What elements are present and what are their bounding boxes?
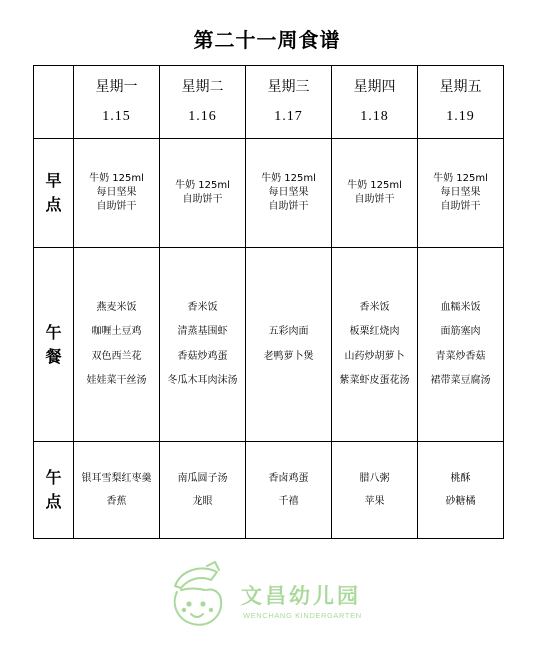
menu-item: 苹果 (364, 496, 385, 507)
menu-item: 山药炒胡萝卜 (344, 350, 405, 362)
menu-item: 面筋塞肉 (440, 326, 481, 337)
day-name: 星期四 (353, 79, 396, 95)
menu-item: 香米饭 (187, 301, 218, 313)
menu-item: 板栗红烧肉 (349, 326, 400, 337)
day-name: 星期二 (181, 79, 224, 95)
meal-label-char: 点 (45, 195, 62, 214)
breakfast-cell (332, 139, 418, 248)
menu-item: 五彩肉面 (268, 326, 309, 337)
menu-item: 老鸭萝卜煲 (263, 350, 314, 362)
menu-item: 桃酥 (450, 473, 471, 484)
day-date: 1.17 (274, 109, 303, 124)
menu-item: 龙眼 (192, 496, 213, 507)
lunch-label (34, 248, 74, 442)
lunch-cell (332, 248, 418, 442)
day-date: 1.18 (360, 109, 389, 124)
menu-item: 自助饼干 (440, 201, 481, 212)
menu-item: 香米饭 (359, 301, 390, 313)
meal-label-char: 午 (45, 468, 62, 487)
menu-item: 青菜炒香菇 (435, 350, 486, 362)
menu-item: 千禧 (278, 496, 299, 507)
breakfast-cell (246, 139, 332, 248)
menu-item: 冬瓜木耳肉沫汤 (167, 375, 238, 386)
snack-cell (74, 442, 160, 539)
menu-item: 牛奶 125ml (89, 173, 144, 184)
snack-cell (332, 442, 418, 539)
corner-cell (34, 66, 74, 139)
breakfast-cell (160, 139, 246, 248)
snack-cell (246, 442, 332, 539)
menu-item: 牛奶 125ml (347, 180, 402, 191)
menu-item: 香蕉 (106, 496, 127, 507)
meal-label-char: 早 (45, 171, 62, 190)
logo-name: 文昌幼儿园 (241, 584, 361, 608)
day-date: 1.19 (446, 109, 475, 124)
meal-label-char: 点 (45, 492, 62, 511)
menu-item: 南瓜圆子汤 (177, 473, 228, 484)
day-header-cell (74, 66, 160, 139)
child-mascot-icon (167, 560, 229, 630)
menu-item: 娃娃菜干丝汤 (86, 375, 147, 386)
lunch-cell (160, 248, 246, 442)
lunch-cell (74, 248, 160, 442)
menu-item: 自助饼干 (268, 201, 309, 212)
menu-item: 牛奶 125ml (175, 180, 230, 191)
lunch-cell (418, 248, 504, 442)
snack-row (34, 442, 504, 539)
day-header-cell (160, 66, 246, 139)
menu-item: 每日坚果 (268, 187, 309, 198)
day-name: 星期五 (439, 79, 482, 95)
menu-item: 每日坚果 (96, 187, 137, 198)
menu-item: 清蒸基围虾 (177, 326, 228, 337)
menu-item: 牛奶 125ml (261, 173, 316, 184)
day-date: 1.15 (102, 109, 131, 124)
menu-item: 砂糖橘 (445, 496, 476, 507)
day-name: 星期三 (267, 79, 310, 95)
meal-label-char: 午 (45, 322, 62, 342)
day-header-cell (246, 66, 332, 139)
day-date: 1.16 (188, 109, 217, 124)
menu-item: 自助饼干 (96, 201, 137, 212)
menu-item: 银耳雪梨红枣羹 (81, 473, 152, 484)
menu-item: 自助饼干 (182, 194, 223, 205)
lunch-cell (246, 248, 332, 442)
menu-item: 紫菜虾皮蛋花汤 (339, 375, 410, 386)
menu-item: 咖喱土豆鸡 (91, 326, 142, 337)
day-header-cell (332, 66, 418, 139)
kindergarten-logo (167, 560, 387, 630)
menu-item: 牛奶 125ml (433, 173, 488, 184)
meal-label-char: 餐 (45, 346, 62, 366)
lunch-row (34, 248, 504, 442)
snack-cell (160, 442, 246, 539)
menu-item: 燕麦米饭 (96, 301, 137, 313)
menu-item: 裙带菜豆腐汤 (430, 375, 491, 386)
day-header-cell (418, 66, 504, 139)
breakfast-cell (418, 139, 504, 248)
breakfast-cell (74, 139, 160, 248)
menu-table (33, 65, 504, 539)
menu-item: 香卤鸡蛋 (268, 473, 309, 484)
breakfast-row (34, 139, 504, 248)
menu-item: 血糯米饭 (440, 301, 481, 313)
menu-item: 腊八粥 (359, 473, 390, 484)
menu-item: 双色西兰花 (91, 350, 142, 362)
menu-item: 香菇炒鸡蛋 (177, 350, 228, 362)
day-name: 星期一 (95, 79, 138, 95)
page-title: 第二十一周食谱 (193, 28, 341, 52)
header-row (34, 66, 504, 139)
menu-item: 自助饼干 (354, 194, 395, 205)
snack-cell (418, 442, 504, 539)
logo-subtitle: WENCHANG KINDERGARTEN (243, 611, 362, 620)
snack-label (34, 442, 74, 539)
breakfast-label (34, 139, 74, 248)
menu-item: 每日坚果 (440, 187, 481, 198)
